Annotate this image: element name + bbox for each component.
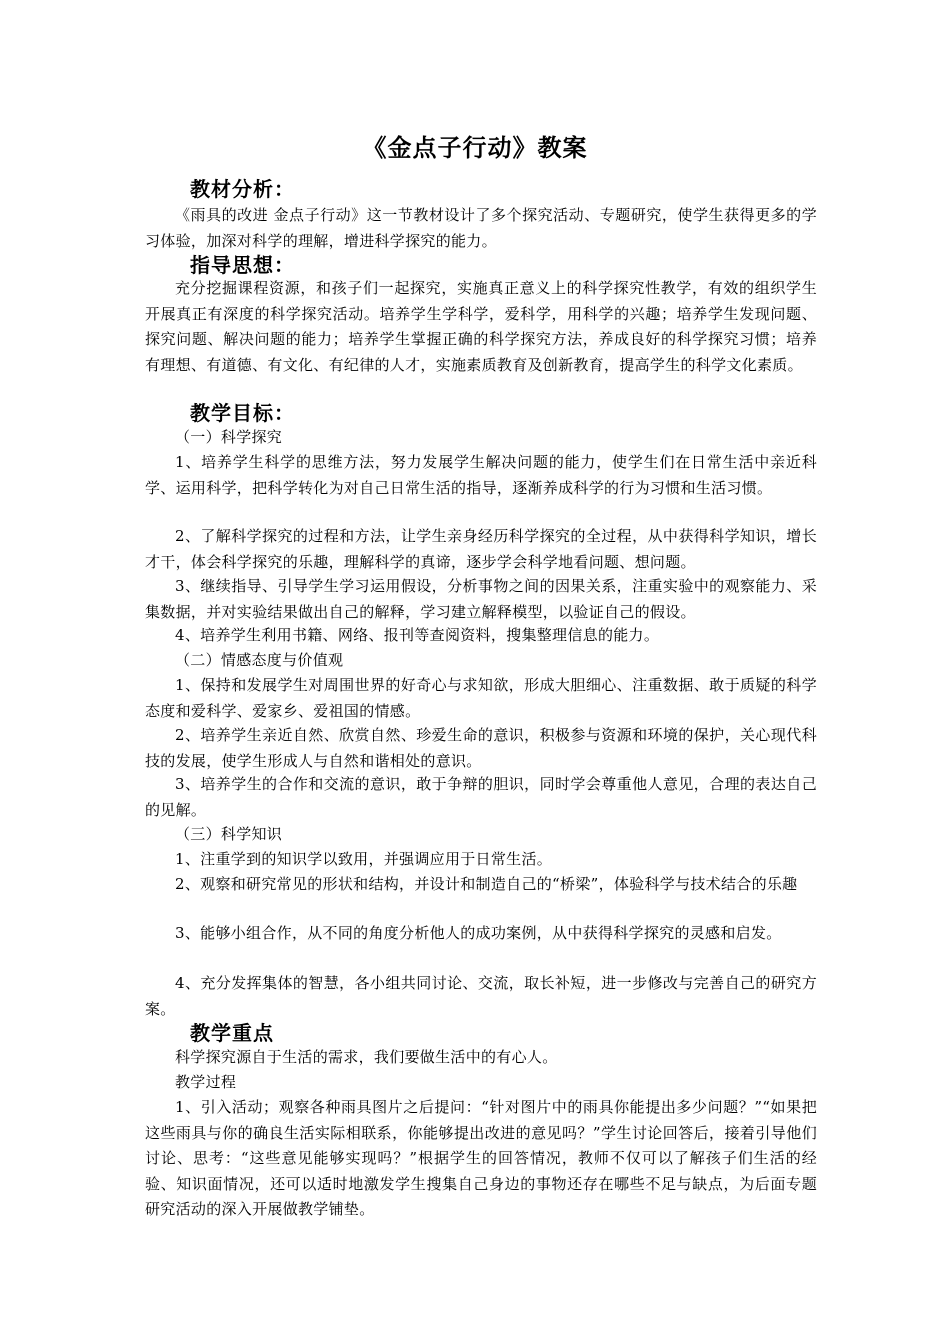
key-paragraph: 科学探究源自于生活的需求，我们要做生活中的有心人。 [175,1048,558,1066]
goals-part3-label: （三）科学知识 [175,825,283,843]
goals-part1-label: （一）科学探究 [175,428,283,446]
goals-part2-item: 1、保持和发展学生对周围世界的好奇心与求知欲，形成大胆细心、注重数据、敢于质疑的科学态度和爱科学、爱家乡、爱祖国的情感。 [145,676,817,720]
heading-guiding: 指导思想： [190,253,295,277]
heading-analysis: 教材分析： [190,177,295,201]
goals-part1-item: 3、继续指导、引导学生学习运用假设，分析事物之间的因果关系，注重实验中的观察能力、采集数据，并对实验结果做出自己的解释，学习建立解释模型，以验证自己的假设。 [145,577,817,621]
process-label: 教学过程 [175,1073,237,1091]
goals-part3-item: 2、观察和研究常见的形状和结构，并设计和制造自己的“桥梁”，体验科学与技术结合的乐趣 [175,875,798,893]
goals-part1-item: 1、培养学生科学的思维方法，努力发展学生解决问题的能力，使学生们在日常生活中亲近科学、运用科学，把科学转化为对自己日常生活的指导，逐渐养成科学的行为习惯和生活习惯。 [145,453,817,497]
goals-part2-item: 3、培养学生的合作和交流的意识，敢于争辩的胆识，同时学会尊重他人意见，合理的表达自己的见解。 [145,775,817,819]
goals-part1-item: 4、培养学生利用书籍、网络、报刊等查阅资料，搜集整理信息的能力。 [175,626,660,644]
goals-part2-item: 2、培养学生亲近自然、欣赏自然、珍爱生命的意识，积极参与资源和环境的保护，关心现代科技的发展，使学生形成人与自然和谐相处的意识。 [145,726,817,770]
goals-part3-item: 1、注重学到的知识学以致用，并强调应用于日常生活。 [175,850,553,868]
goals-part1-item: 2、了解科学探究的过程和方法，让学生亲身经历科学探究的全过程，从中获得科学知识，增长才干，体会科学探究的乐趣，理解科学的真谛，逐步学会科学地看问题、想问题。 [145,527,817,571]
analysis-paragraph: 《雨具的改进 金点子行动》这一节教材设计了多个探究活动、专题研究，使学生获得更多的学习体验，加深对科学的理解，增进科学探究的能力。 [145,206,817,250]
goals-part3-item: 4、充分发挥集体的智慧，各小组共同讨论、交流，取长补短，进一步修改与完善自己的研究方案。 [145,974,817,1018]
document-title: 《金点子行动》教案 [362,134,588,162]
heading-goals: 教学目标： [190,401,295,425]
heading-key: 教学重点 [190,1021,274,1045]
goals-part2-label: （二）情感态度与价值观 [175,651,344,669]
guiding-paragraph: 充分挖掘课程资源，和孩子们一起探究，实施真正意义上的科学探究性教学，有效的组织学生开展真正有深度的科学探究活动。培养学生学科学，爱科学，用科学的兴趣；培养学生发现问题、探究问题、解决问题的能力；培养学生掌握正确的科学探究方法，养成良好的科学探究习惯；培养有理想、有道德、有文化、有纪律的人才，实施素质教育及创新教育，提高学生的科学文化素质。 [145,279,817,374]
goals-part3-item: 3、能够小组合作，从不同的角度分析他人的成功案例，从中获得科学探究的灵感和启发。 [175,924,782,942]
process-paragraph: 1、引入活动；观察各种雨具图片之后提问：“针对图片中的雨具你能提出多少问题？”“如果把这些雨具与你的确良生活实际相联系，你能够提出改进的意见吗？”学生讨论回答后，接着引导他们讨论、思考：“这些意见能够实现吗？”根据学生的回答情况，教师不仅可以了解孩子们生活的经验、知识面情况，还可以适时地激发学生搜集自己身边的事物还存在哪些不足与缺点，为后面专题研究活动的深入开展做教学铺垫。 [145,1098,817,1218]
